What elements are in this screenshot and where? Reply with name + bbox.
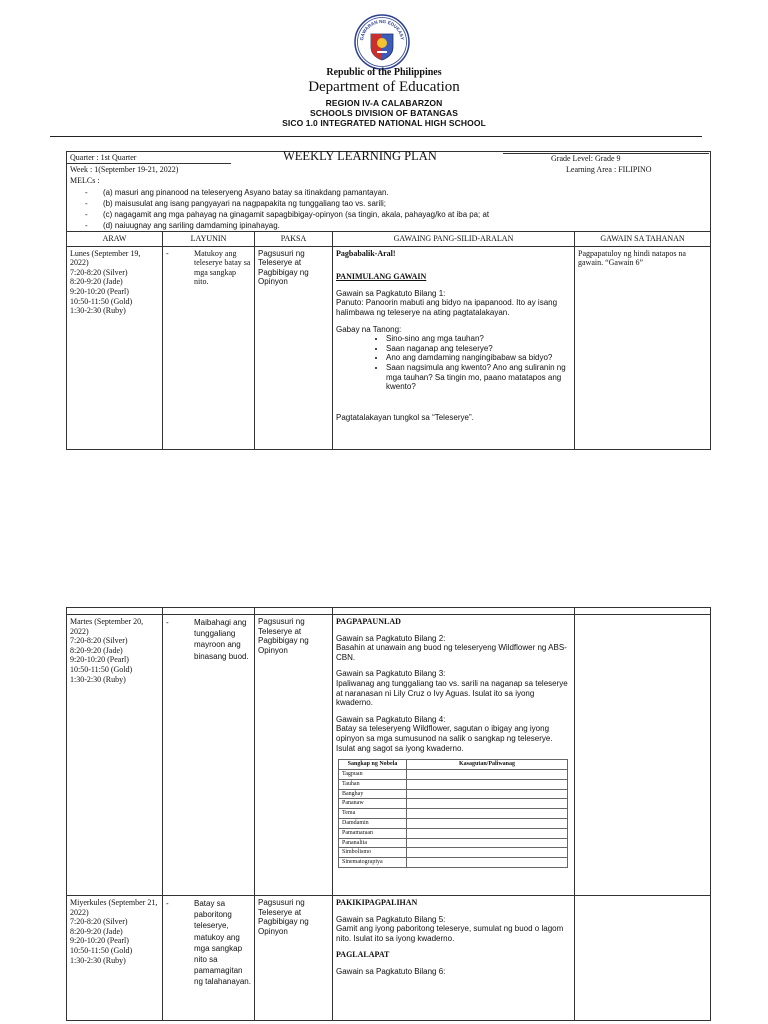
answer-blank <box>407 799 568 809</box>
objective-text: - Maibahagi ang tunggaliang mayroon ang binasang buod. <box>166 617 251 662</box>
answer-blank <box>407 779 568 789</box>
nobela-row: Tagpuan <box>339 769 568 779</box>
schedule-item: 9:20-10:20 (Pearl) <box>70 286 129 296</box>
gawain-cell <box>333 896 575 1021</box>
araw-cell <box>67 615 163 896</box>
weekly-plan-table-page2 <box>66 607 711 1021</box>
nobela-col-kasagutan: Kasagutan/Paliwanag <box>407 760 568 770</box>
nobela-row: Simbolismo <box>339 848 568 858</box>
gawain-cell <box>333 615 575 896</box>
schedule-item: 9:20-10:20 (Pearl) <box>70 936 129 946</box>
day-label: Lunes (September 19, 2022) <box>70 248 141 268</box>
schedule-item: 1:30-2:30 (Ruby) <box>70 955 126 965</box>
day-label: Martes (September 20, 2022) <box>70 617 144 636</box>
col-gawain: GAWAING PANG-SILID-ARALAN <box>333 232 575 247</box>
guide-question: • Saan nagsimula ang kwento? Ano ang suliranin ng mga tauhan? Sa tingin mo, paano matatapos ang kwento? <box>386 363 571 392</box>
activity-text: Basahin at unawain ang buod ng teleseryeng Wildflower ng ABS-CBN. <box>336 643 567 662</box>
araw-cell <box>67 246 163 449</box>
schedule-item: 8:20-9:20 (Jade) <box>70 277 123 287</box>
col-layunin: LAYUNIN <box>163 232 255 247</box>
schedule-item: 10:50-11:50 (Gold) <box>70 296 133 306</box>
activity-heading: PANIMULANG GAWAIN <box>336 272 427 282</box>
activity-number: Gawain sa Pagkatuto Bilang 6: <box>336 966 446 976</box>
topic-text: Pagsusuri ng Teleserye at Pagbibigay ng Opinyon <box>258 248 309 287</box>
layunin-cell <box>163 615 255 896</box>
nobela-row: Pananaw <box>339 799 568 809</box>
melc-item: - (a) masuri ang pinanood na teleseryeng Asyano batay sa itinakdang pamantayan. <box>85 188 389 197</box>
nobela-row: Sinematograpiya <box>339 858 568 868</box>
answer-blank <box>407 838 568 848</box>
department-line: Department of Education <box>308 79 460 95</box>
activity-heading: PAKIKIPAGPALIHAN <box>336 898 418 907</box>
row-martes <box>67 615 711 896</box>
melcs-label: MELCs : <box>70 176 100 185</box>
nobela-row: Tema <box>339 809 568 819</box>
paksa-cell <box>255 615 333 896</box>
schedule-item: 7:20-8:20 (Silver) <box>70 636 128 646</box>
plan-header-row <box>67 152 711 232</box>
nobela-row: Tauhan <box>339 779 568 789</box>
week-label: Week : 1(September 19-21, 2022) <box>70 165 179 174</box>
answer-blank <box>407 848 568 858</box>
paksa-cell <box>255 246 333 449</box>
blank-header-row <box>67 608 711 615</box>
tahanan-cell <box>575 246 711 449</box>
answer-blank <box>407 818 568 828</box>
schedule-item: 1:30-2:30 (Ruby) <box>70 674 126 684</box>
plan-info-cell <box>67 149 711 232</box>
col-tahanan: GAWAIN SA TAHANAN <box>575 232 711 247</box>
plan-title: WEEKLY LEARNING PLAN <box>283 149 437 163</box>
activity-number: Gawain sa Pagkatuto Bilang 3: <box>336 669 446 679</box>
nobela-row: Damdamin <box>339 818 568 828</box>
day-label: Miyerkules (September 21, 2022) <box>70 898 158 917</box>
answer-blank <box>407 769 568 779</box>
guide-questions-label: Gabay na Tanong: <box>336 324 402 334</box>
tahanan-cell <box>575 615 711 896</box>
homework-text: Pagpapatuloy ng hindi natapos na gawain. “Gawain 6” <box>578 248 686 268</box>
nobela-header-row <box>339 760 568 770</box>
instruction-text: Panuto: Panoorin mabuti ang bidyo na ipapanood. Ito ay isang halimbawa ng teleserye na ating pagtatalakayan. <box>336 298 558 317</box>
seal-text: GAWARAN NG EDUKASY <box>359 18 405 41</box>
melc-item: - (d) naiuugnay ang sariling damdaming ipinahayag. <box>85 221 280 230</box>
nobela-row: Pamamaraan <box>339 828 568 838</box>
row-miyerkules <box>67 896 711 1021</box>
melc-item: - (b) maisusulat ang isang pangyayari na nagpapakita ng tunggaliang tao vs. sarili; <box>85 199 386 208</box>
activity-text: Ipaliwanag ang tunggaliang tao vs. sarili na naganap sa teleserye at naranasan ni Lily Cruz o Ivy Aguas. Isulat ito sa iyong kwaderno. <box>336 678 568 708</box>
grade-level: Grade Level: Grade 9 <box>551 154 621 163</box>
topic-text: Pagsusuri ng Teleserye at Pagbibigay ng Opinyon <box>258 617 309 655</box>
melc-item: - (c) nagagamit ang mga pahayag na ginagamit sapagbibigay-opinyon (sa tingin, akala, pahayag/ko at iba pa; at <box>85 210 490 219</box>
deped-seal-logo <box>354 14 410 70</box>
discussion-text: Pagtatalakayan tungkol sa “Teleserye”. <box>336 412 474 422</box>
objective-text: - Matukoy ang teleserye batay sa mga sangkap nito. <box>166 249 251 287</box>
col-araw: ARAW <box>67 232 163 247</box>
guide-question: • Sino-sino ang mga tauhan? <box>386 334 571 344</box>
activity-number: Gawain sa Pagkatuto Bilang 4: <box>336 714 446 724</box>
schedule-item: 9:20-10:20 (Pearl) <box>70 655 129 665</box>
activity-number: Gawain sa Pagkatuto Bilang 1: <box>336 288 446 298</box>
school-line: SICO 1.0 INTEGRATED NATIONAL HIGH SCHOOL <box>282 118 486 128</box>
guide-question: • Ano ang damdaming nangingibabaw sa bidyo? <box>386 353 571 363</box>
schedule-item: 8:20-9:20 (Jade) <box>70 645 123 655</box>
col-paksa: PAKSA <box>255 232 333 247</box>
quarter-label: Quarter : 1st Quarter <box>70 153 137 162</box>
header-divider <box>50 136 702 137</box>
topic-text: Pagsusuri ng Teleserye at Pagbibigay ng Opinyon <box>258 898 309 936</box>
review-label: Pagbabalik-Aral! <box>336 248 396 258</box>
learning-area: Learning Area : FILIPINO <box>566 165 652 174</box>
answer-blank <box>407 858 568 868</box>
division-line: SCHOOLS DIVISION OF BATANGAS <box>310 108 458 118</box>
answer-blank <box>407 789 568 799</box>
column-header-row <box>67 232 711 247</box>
schedule-item: 10:50-11:50 (Gold) <box>70 945 133 955</box>
paksa-cell <box>255 896 333 1021</box>
nobela-row: Banghay <box>339 789 568 799</box>
activity-text: Gamit ang iyong paboritong teleserye, sumulat ng buod o lagom nito. Isulat ito sa iyong kwaderno. <box>336 924 564 943</box>
republic-line: Republic of the Philippines <box>326 67 442 78</box>
row-lunes <box>67 246 711 449</box>
nobela-col-sangkap: Sangkap ng Nobela <box>339 760 407 770</box>
activity-text: Batay sa teleseryeng Wildflower, sagutan o ibigay ang iyong opinyon sa mga sumusunod na salik o sangkap ng teleserye. Isulat ang sagot sa iyong kwaderno. <box>336 724 553 753</box>
araw-cell <box>67 896 163 1021</box>
schedule-item: 7:20-8:20 (Silver) <box>70 267 128 277</box>
objective-text: - Batay sa paboritong teleserye, matukoy ang mga sangkap nito sa pamamagitan ng talahanayan. <box>166 898 251 988</box>
region-line: REGION IV-A CALABARZON <box>325 98 443 108</box>
nobela-row: Pananalita <box>339 838 568 848</box>
activity-number: Gawain sa Pagkatuto Bilang 2: <box>336 633 446 643</box>
quarter-underline <box>67 163 231 164</box>
activity-number: Gawain sa Pagkatuto Bilang 5: <box>336 914 446 924</box>
schedule-item: 8:20-9:20 (Jade) <box>70 926 123 936</box>
layunin-cell <box>163 246 255 449</box>
schedule-item: 1:30-2:30 (Ruby) <box>70 306 126 316</box>
gawain-cell <box>333 246 575 449</box>
guide-questions-list <box>336 334 571 392</box>
guide-question: • Saan naganap ang teleserye? <box>386 344 571 354</box>
schedule-item: 10:50-11:50 (Gold) <box>70 664 133 674</box>
activity-heading: PAGLALAPAT <box>336 950 390 960</box>
weekly-plan-table-page1 <box>66 151 711 450</box>
nobela-table <box>338 759 568 868</box>
tahanan-cell <box>575 896 711 1021</box>
melcs-list <box>85 187 489 231</box>
activity-heading: PAGPAPAUNLAD <box>336 617 401 626</box>
layunin-cell <box>163 896 255 1021</box>
schedule-item: 7:20-8:20 (Silver) <box>70 917 128 927</box>
answer-blank <box>407 809 568 819</box>
answer-blank <box>407 828 568 838</box>
